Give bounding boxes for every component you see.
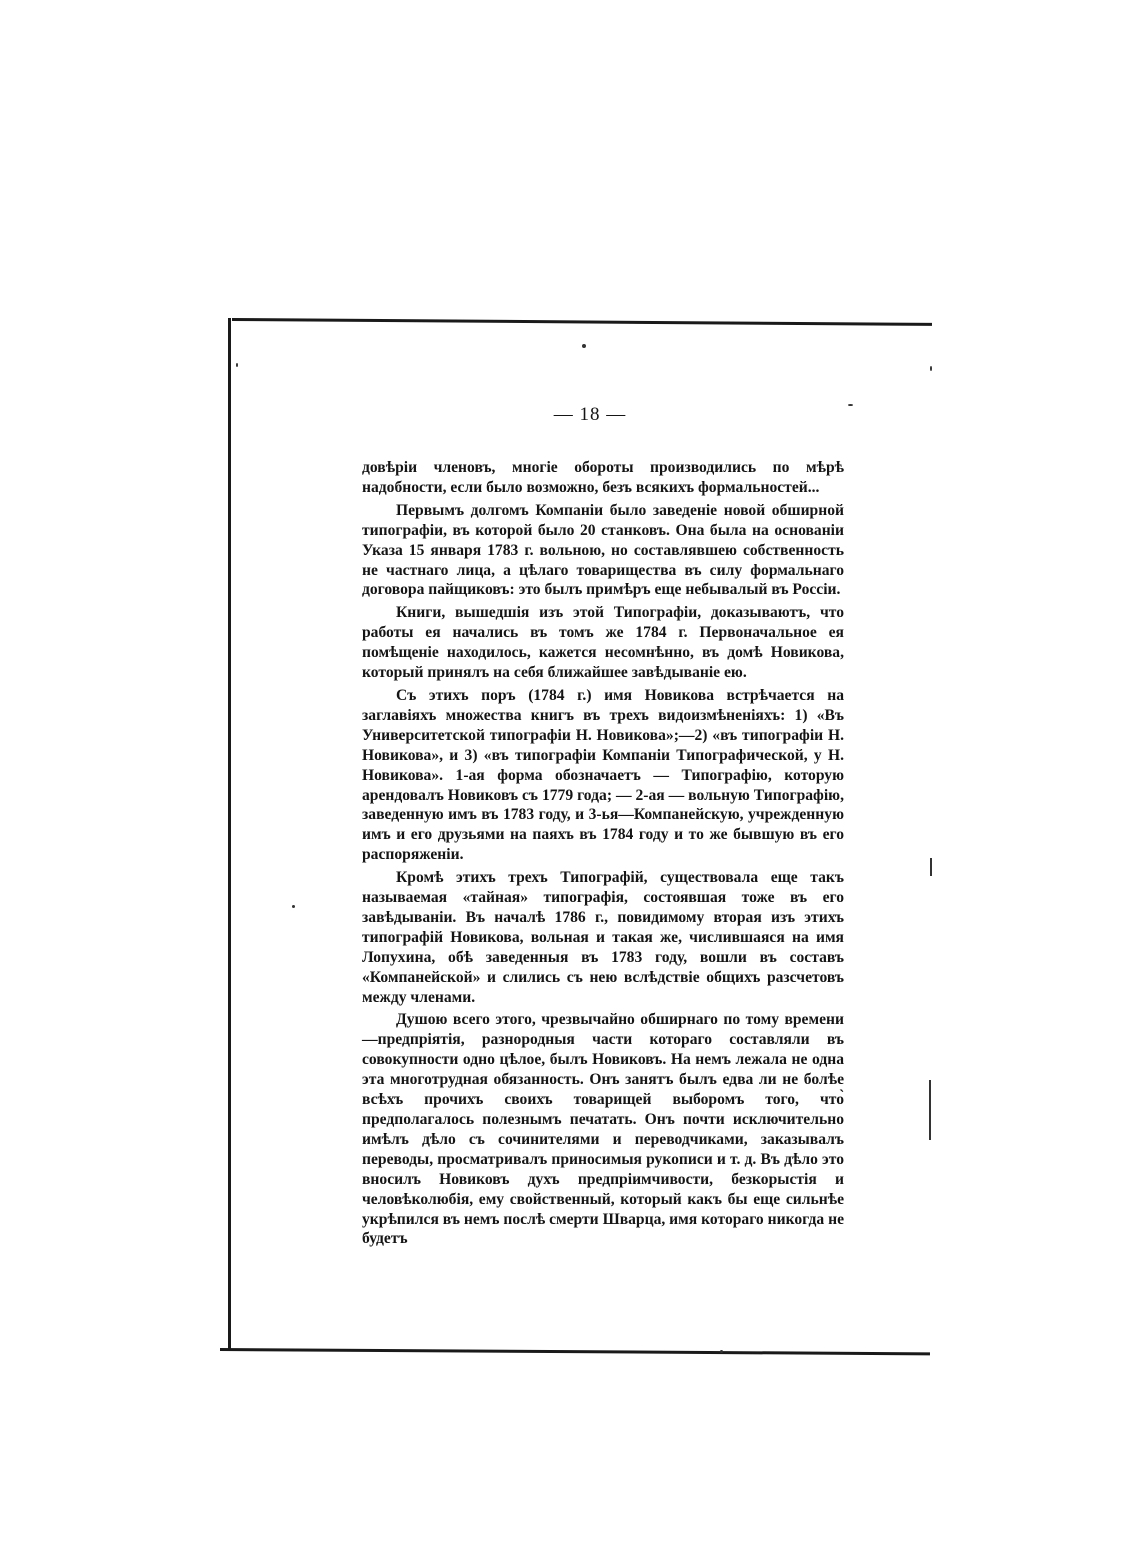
frame-bottom-rule — [220, 1348, 930, 1355]
paragraph: Книги, вышедшія изъ этой Типографіи, доказываютъ, что работы ея начались въ томъ же 1784 г. Первоначальное ея помѣщеніе находилось, кажется несомнѣнно, въ домѣ Новикова, который принялъ на себя ближайшее завѣдываніе ею. — [362, 604, 844, 682]
paragraph: Первымъ долгомъ Компаніи было заведеніе новой обширной типографіи, въ которой было 20 станковъ. Она была на основаніи Указа 15 января 1783 г. вольною, но составлявшею собственность не частнаго лица, а цѣлаго товарищества въ силу формальнаго договора пайщиковъ: это былъ примѣръ еще небывалый въ Россіи. — [362, 501, 844, 599]
scan-speck — [236, 363, 238, 367]
scan-speck — [930, 366, 932, 371]
body-text — [362, 458, 844, 1252]
scan-speck — [582, 344, 586, 348]
page-number: — 18 — — [553, 404, 627, 425]
paragraph: довѣріи членовъ, многіе обороты производились по мѣрѣ надобности, если было возможно, безъ всякихъ формальностей... — [362, 459, 844, 496]
frame-left-rule — [228, 318, 231, 1350]
paragraph: Душою всего этого, чрезвычайно обширнаго по тому времени—предпріятія, разнородныя части котораго составляли въ совокупности одно цѣлое, былъ Новиковъ. На немъ лежала не одна эта многотрудная обязанность. Онъ занятъ былъ едва ли не болѣе всѣхъ прочихъ своихъ товарищей выборомъ того, что̀ предполагалось полезнымъ печатать. Онъ почти исключительно имѣлъ дѣло съ сочинителями и переводчиками, заказывалъ переводы, просматривалъ приносимыя рукописи и т. д. Въ дѣло это вносилъ Новиковъ духъ предпріимчивости, безкорыстія и человѣколюбія, ему свойственный, который какъ бы еще сильнѣе укрѣпился въ немъ послѣ смерти Шварца, имя котораго никогда не будетъ — [362, 1011, 844, 1248]
scan-speck — [848, 404, 853, 406]
scan-speck — [720, 1350, 723, 1353]
paragraph: Кромѣ этихъ трехъ Типографій, существовала еще такъ называемая «тайная» типографія, состоявшая тоже въ его завѣдываніи. Въ началѣ 1786 г., повидимому вторая изъ этихъ типографій Новикова, вольная и такая же, числившаяся на имя Лопухина, обѣ заведенныя въ 1783 году, вошли въ составъ «Компанейской» и слились съ нею вслѣдствіе общихъ разсчетовъ между членами. — [362, 869, 844, 1006]
scan-speck — [930, 858, 932, 876]
scan-speck — [929, 1080, 931, 1140]
scan-speck — [292, 905, 295, 908]
paragraph: Съ этихъ поръ (1784 г.) имя Новикова встрѣчается на заглавіяхъ множества книгъ въ трехъ видоизмѣненіяхъ: 1) «Въ Университетской типографіи Н. Новикова»;—2) «въ типографіи Н. Новикова», и 3) «въ типографіи Компаніи Типографической, у Н. Новикова». 1-ая форма обозначаетъ — Типографію, которую арендовалъ Новиковъ съ 1779 года; — 2-ая — вольную Типографію, заведенную имъ въ 1783 году, и 3-ья—Компанейскую, учрежденную имъ и его друзьями на паяхъ въ 1784 году и то же бывшую въ его распоряженіи. — [362, 686, 844, 864]
frame-top-rule — [232, 318, 932, 326]
